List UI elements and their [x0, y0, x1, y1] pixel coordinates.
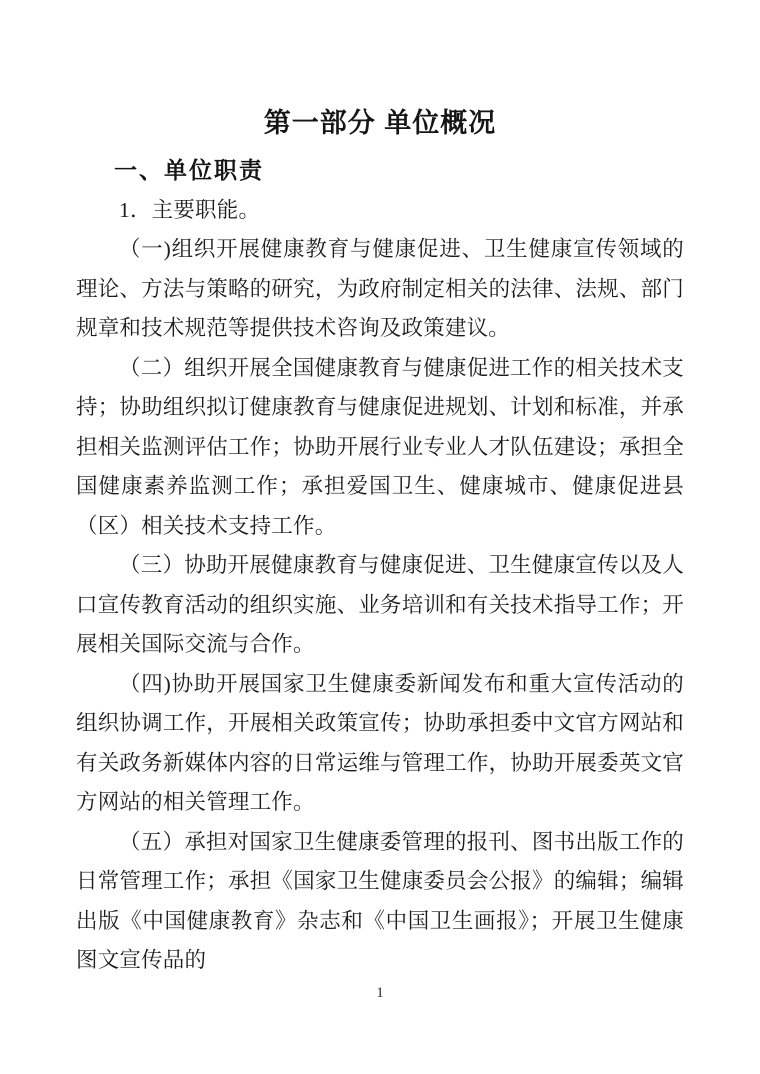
section-heading: 一、单位职责 [114, 157, 264, 183]
body-paragraph-1: （一)组织开展健康教育与健康促进、卫生健康宣传领域的理论、方法与策略的研究，为政府制定相关的法律、法规、部门规章和技术规范等提供技术咨询及政策建议。 [76, 237, 684, 340]
body-paragraph-5: （五）承担对国家卫生健康委管理的报刊、图书出版工作的日常管理工作；承担《国家卫生健康委员会公报》的编辑；编辑出版《中国健康教育》杂志和《中国卫生画报》；开展卫生健康图文宣传品的 [76, 829, 684, 972]
body-paragraph-2: （二）组织开展全国健康教育与健康促进工作的相关技术支持；协助组织拟订健康教育与健康促进规划、计划和标准，并承担相关监测评估工作；协助开展行业专业人才队伍建设；承担全国健康素养监测工作；承担爱国卫生、健康城市、健康促进县（区）相关技术支持工作。 [76, 355, 684, 538]
page-number: 1 [376, 985, 384, 1001]
body-paragraph-4: （四)协助开展国家卫生健康委新闻发布和重大宣传活动的组织协调工作，开展相关政策宣传；协助承担委中文官方网站和有关政务新媒体内容的日常运维与管理工作，协助开展委英文官方网站的相关管理工作。 [76, 671, 684, 814]
subsection-heading: 1．主要职能。 [119, 197, 261, 222]
body-paragraph-3: （三）协助开展健康教育与健康促进、卫生健康宣传以及人口宣传教育活动的组织实施、业务培训和有关技术指导工作；开展相关国际交流与合作。 [76, 553, 684, 656]
page-title: 第一部分 单位概况 [263, 108, 497, 138]
